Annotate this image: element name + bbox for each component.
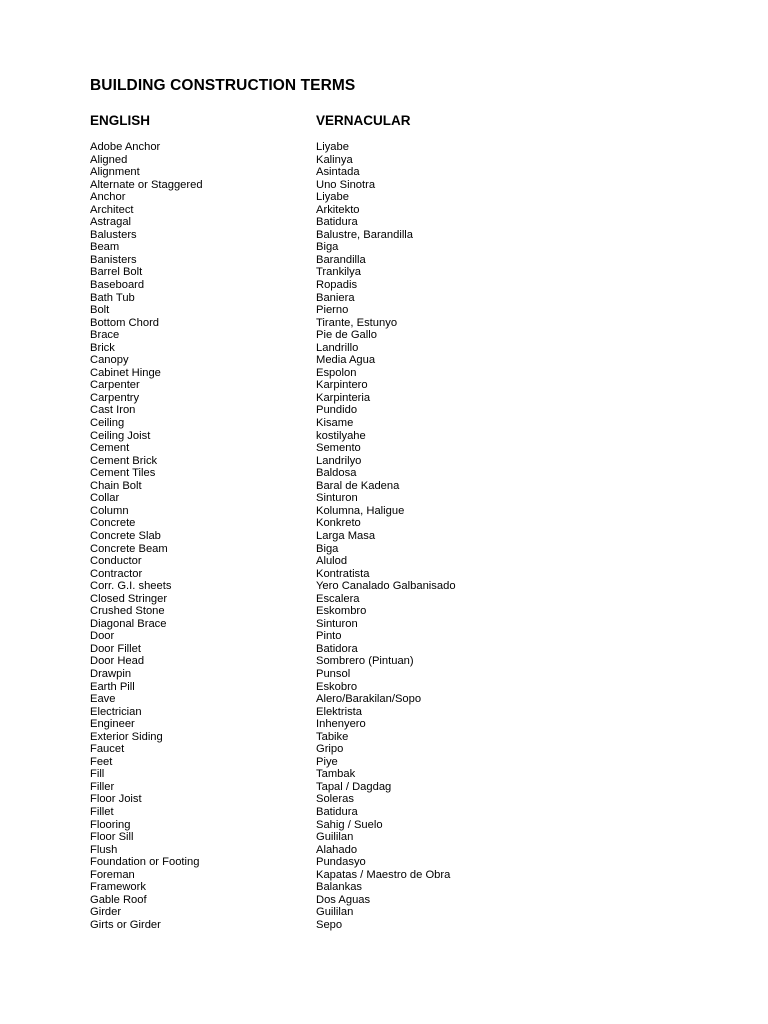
term-vernacular: Ropadis: [316, 279, 358, 292]
term-row: [0, 618, 768, 631]
term-english: Brace: [90, 329, 120, 342]
term-row: [0, 894, 768, 907]
term-vernacular: Trankilya: [316, 266, 361, 279]
term-row: [0, 743, 768, 756]
term-row: [0, 241, 768, 254]
term-row: [0, 593, 768, 606]
term-vernacular: Sahig / Suelo: [316, 818, 383, 831]
term-english: Barrel Bolt: [90, 266, 143, 279]
term-english: Carpentry: [90, 391, 140, 404]
term-vernacular: Barandilla: [316, 253, 366, 266]
term-vernacular: Arkitekto: [316, 203, 360, 216]
term-english: Eave: [90, 693, 116, 706]
term-vernacular: Elektrista: [316, 705, 363, 718]
term-row: [0, 141, 768, 154]
term-english: Gable Roof: [90, 893, 147, 906]
term-vernacular: Alulod: [316, 555, 348, 568]
term-row: [0, 530, 768, 543]
term-row: [0, 831, 768, 844]
term-row: [0, 179, 768, 192]
term-vernacular: Batidura: [316, 216, 358, 229]
term-row: [0, 417, 768, 430]
term-english: Beam: [90, 241, 120, 254]
term-vernacular: Alero/Barakilan/Sopo: [316, 693, 422, 706]
term-vernacular: Konkreto: [316, 517, 361, 530]
term-english: Baseboard: [90, 279, 145, 292]
term-vernacular: Pundido: [316, 404, 358, 417]
term-row: [0, 768, 768, 781]
term-english: Collar: [90, 492, 120, 505]
term-row: [0, 718, 768, 731]
term-row: [0, 568, 768, 581]
term-vernacular: Batidura: [316, 805, 358, 818]
term-row: [0, 379, 768, 392]
term-vernacular: Guililan: [316, 831, 354, 844]
term-row: [0, 266, 768, 279]
term-row: [0, 154, 768, 167]
column-header-english: ENGLISH: [90, 113, 151, 128]
term-english: Alignment: [90, 166, 140, 179]
term-english: Framework: [90, 881, 146, 894]
term-row: [0, 693, 768, 706]
term-english: Ceiling Joist: [90, 429, 151, 442]
term-row: [0, 869, 768, 882]
term-vernacular: Escalera: [316, 592, 360, 605]
term-row: [0, 756, 768, 769]
term-row: [0, 254, 768, 267]
term-row: [0, 304, 768, 317]
term-row: [0, 681, 768, 694]
term-row: [0, 317, 768, 330]
term-english: Engineer: [90, 718, 135, 731]
term-row: [0, 204, 768, 217]
term-vernacular: Eskobro: [316, 680, 358, 693]
term-vernacular: Liyabe: [316, 141, 349, 153]
term-vernacular: Kisame: [316, 417, 354, 430]
term-english: Architect: [90, 203, 134, 216]
term-vernacular: Liyabe: [316, 191, 349, 204]
term-english: Adobe Anchor: [90, 141, 161, 153]
term-english: Balusters: [90, 228, 137, 241]
term-english: Cement Brick: [90, 454, 158, 467]
term-english: Alternate or Staggered: [90, 178, 203, 191]
term-english: Electrician: [90, 705, 142, 718]
term-english: Door: [90, 630, 115, 643]
term-vernacular: Larga Masa: [316, 529, 376, 542]
term-vernacular: Sinturon: [316, 617, 358, 630]
term-vernacular: Balustre, Barandilla: [316, 228, 414, 241]
term-row: [0, 881, 768, 894]
term-row: [0, 279, 768, 292]
term-english: Fillet: [90, 805, 114, 818]
term-row: [0, 392, 768, 405]
term-english: Anchor: [90, 191, 126, 204]
term-english: Brick: [90, 341, 115, 354]
term-english: Column: [90, 504, 129, 517]
term-vernacular: Landrillo: [316, 341, 359, 354]
document-title: BUILDING CONSTRUCTION TERMS: [90, 77, 356, 94]
term-english: Concrete Beam: [90, 542, 168, 555]
column-header-vernacular: VERNACULAR: [316, 113, 411, 128]
term-row: [0, 630, 768, 643]
term-row: [0, 216, 768, 229]
term-row: [0, 655, 768, 668]
term-row: [0, 404, 768, 417]
term-english: Cast Iron: [90, 404, 136, 417]
term-vernacular: Kalinya: [316, 153, 353, 166]
term-english: Floor Sill: [90, 831, 134, 844]
term-row: [0, 543, 768, 556]
term-english: Bottom Chord: [90, 316, 160, 329]
term-english: Bolt: [90, 304, 110, 317]
term-vernacular: Dos Aguas: [316, 893, 371, 906]
term-english: Cabinet Hinge: [90, 366, 161, 379]
term-vernacular: Landrilyo: [316, 454, 362, 467]
term-vernacular: Tabike: [316, 730, 349, 743]
term-english: Feet: [90, 755, 113, 768]
term-row: [0, 844, 768, 857]
term-row: [0, 781, 768, 794]
term-vernacular: Biga: [316, 542, 339, 555]
term-english: Concrete: [90, 517, 136, 530]
term-row: [0, 480, 768, 493]
term-vernacular: Pierno: [316, 304, 349, 317]
term-english: Aligned: [90, 153, 128, 166]
term-vernacular: Eskombro: [316, 605, 367, 618]
term-row: [0, 643, 768, 656]
term-row: [0, 442, 768, 455]
term-row: [0, 919, 768, 932]
term-english: Floor Joist: [90, 793, 142, 806]
term-english: Cement: [90, 442, 130, 455]
term-vernacular: Piye: [316, 755, 338, 768]
term-vernacular: Gripo: [316, 743, 344, 756]
term-english: Door Head: [90, 655, 145, 668]
term-english: Flooring: [90, 818, 131, 831]
term-row: [0, 354, 768, 367]
term-row: [0, 793, 768, 806]
term-english: Contractor: [90, 567, 143, 580]
term-english: Foreman: [90, 868, 135, 881]
term-vernacular: Karpintero: [316, 379, 368, 392]
term-vernacular: Espolon: [316, 366, 357, 379]
term-vernacular: Baldosa: [316, 467, 357, 480]
term-english: Girts or Girder: [90, 918, 161, 931]
term-english: Door Fillet: [90, 642, 141, 655]
term-vernacular: Pinto: [316, 630, 342, 643]
term-english: Crushed Stone: [90, 605, 165, 618]
term-vernacular: Uno Sinotra: [316, 178, 376, 191]
term-vernacular: Baral de Kadena: [316, 479, 400, 492]
term-row: [0, 467, 768, 480]
term-row: [0, 555, 768, 568]
term-vernacular: Kolumna, Haligue: [316, 504, 405, 517]
term-row: [0, 367, 768, 380]
term-vernacular: kostilyahe: [316, 429, 366, 442]
term-row: [0, 806, 768, 819]
term-english: Concrete Slab: [90, 529, 161, 542]
term-vernacular: Biga: [316, 241, 339, 254]
term-english: Canopy: [90, 354, 129, 367]
term-vernacular: Media Agua: [316, 354, 376, 367]
term-vernacular: Karpinteria: [316, 391, 371, 404]
term-english: Bath Tub: [90, 291, 135, 304]
term-row: [0, 430, 768, 443]
term-vernacular: Alahado: [316, 843, 358, 856]
term-english: Earth Pill: [90, 680, 135, 693]
term-english: Filler: [90, 780, 115, 793]
term-vernacular: Pundasyo: [316, 856, 366, 869]
term-row: [0, 706, 768, 719]
term-row: [0, 580, 768, 593]
term-english: Fill: [90, 768, 105, 781]
term-row: [0, 229, 768, 242]
term-row: [0, 856, 768, 869]
term-english: Girder: [90, 906, 122, 919]
term-row: [0, 505, 768, 518]
term-vernacular: Tirante, Estunyo: [316, 316, 398, 329]
term-vernacular: Soleras: [316, 793, 354, 806]
term-vernacular: Baniera: [316, 291, 355, 304]
term-vernacular: Inhenyero: [316, 718, 366, 731]
term-row: [0, 292, 768, 305]
term-english: Cement Tiles: [90, 467, 156, 480]
term-row: [0, 492, 768, 505]
term-list: [0, 141, 768, 931]
term-row: [0, 906, 768, 919]
term-vernacular: Sinturon: [316, 492, 358, 505]
term-english: Diagonal Brace: [90, 617, 167, 630]
term-vernacular: Kapatas / Maestro de Obra: [316, 868, 451, 881]
term-english: Corr. G.I. sheets: [90, 580, 172, 593]
term-vernacular: Sombrero (Pintuan): [316, 655, 414, 668]
term-vernacular: Semento: [316, 442, 361, 455]
term-vernacular: Balankas: [316, 881, 363, 894]
term-english: Foundation or Footing: [90, 856, 200, 869]
term-row: [0, 668, 768, 681]
term-row: [0, 342, 768, 355]
term-english: Carpenter: [90, 379, 140, 392]
term-vernacular: Sepo: [316, 918, 343, 931]
term-english: Banisters: [90, 253, 137, 266]
term-vernacular: Tambak: [316, 768, 356, 781]
term-english: Flush: [90, 843, 118, 856]
term-vernacular: Kontratista: [316, 567, 370, 580]
term-row: [0, 605, 768, 618]
term-english: Closed Stringer: [90, 592, 168, 605]
term-vernacular: Batidora: [316, 642, 358, 655]
term-english: Astragal: [90, 216, 132, 229]
term-row: [0, 819, 768, 832]
term-row: [0, 329, 768, 342]
term-english: Conductor: [90, 555, 142, 568]
term-row: [0, 517, 768, 530]
term-english: Chain Bolt: [90, 479, 142, 492]
term-english: Drawpin: [90, 667, 132, 680]
term-row: [0, 191, 768, 204]
term-english: Exterior Siding: [90, 730, 163, 743]
term-vernacular: Yero Canalado Galbanisado: [316, 580, 456, 593]
term-row: [0, 731, 768, 744]
term-vernacular: Pie de Gallo: [316, 329, 377, 342]
term-vernacular: Punsol: [316, 667, 351, 680]
term-english: Ceiling: [90, 417, 125, 430]
term-row: [0, 455, 768, 468]
term-english: Faucet: [90, 743, 125, 756]
term-vernacular: Guililan: [316, 906, 354, 919]
term-vernacular: Tapal / Dagdag: [316, 780, 392, 793]
term-row: [0, 166, 768, 179]
term-vernacular: Asintada: [316, 166, 360, 179]
